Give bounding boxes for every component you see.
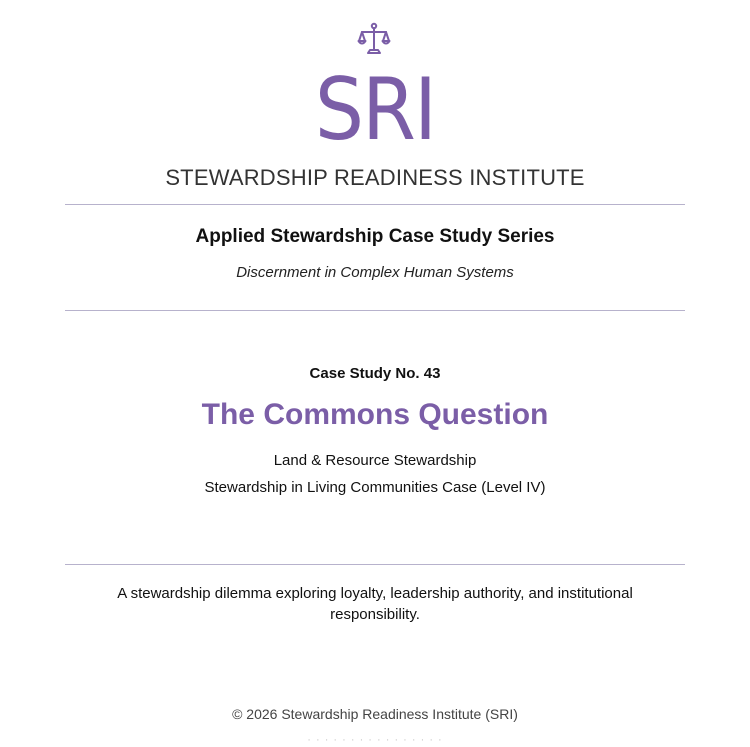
organization-name: STEWARDSHIP READINESS INSTITUTE	[165, 165, 585, 190]
divider-bottom	[65, 564, 685, 565]
divider-middle	[65, 310, 685, 311]
divider-top	[65, 204, 685, 205]
footer-faded-text: · · · · · · · · · · · · · · · ·	[307, 734, 443, 746]
copyright-notice: © 2026 Stewardship Readiness Institute (SRI)	[232, 706, 518, 722]
case-description: A stewardship dilemma exploring loyalty, leadership authority, and institutional responsibility.	[117, 585, 633, 623]
case-level: Stewardship in Living Communities Case (Level IV)	[204, 479, 546, 496]
case-title: The Commons Question	[201, 398, 549, 431]
balance-scale-icon	[357, 22, 391, 56]
case-domain: Land & Resource Stewardship	[273, 452, 477, 469]
case-number: Case Study No. 43	[309, 365, 441, 382]
series-subtitle: Discernment in Complex Human Systems	[236, 264, 514, 281]
series-title: Applied Stewardship Case Study Series	[195, 226, 555, 247]
logo-acronym: SRI	[314, 60, 436, 160]
